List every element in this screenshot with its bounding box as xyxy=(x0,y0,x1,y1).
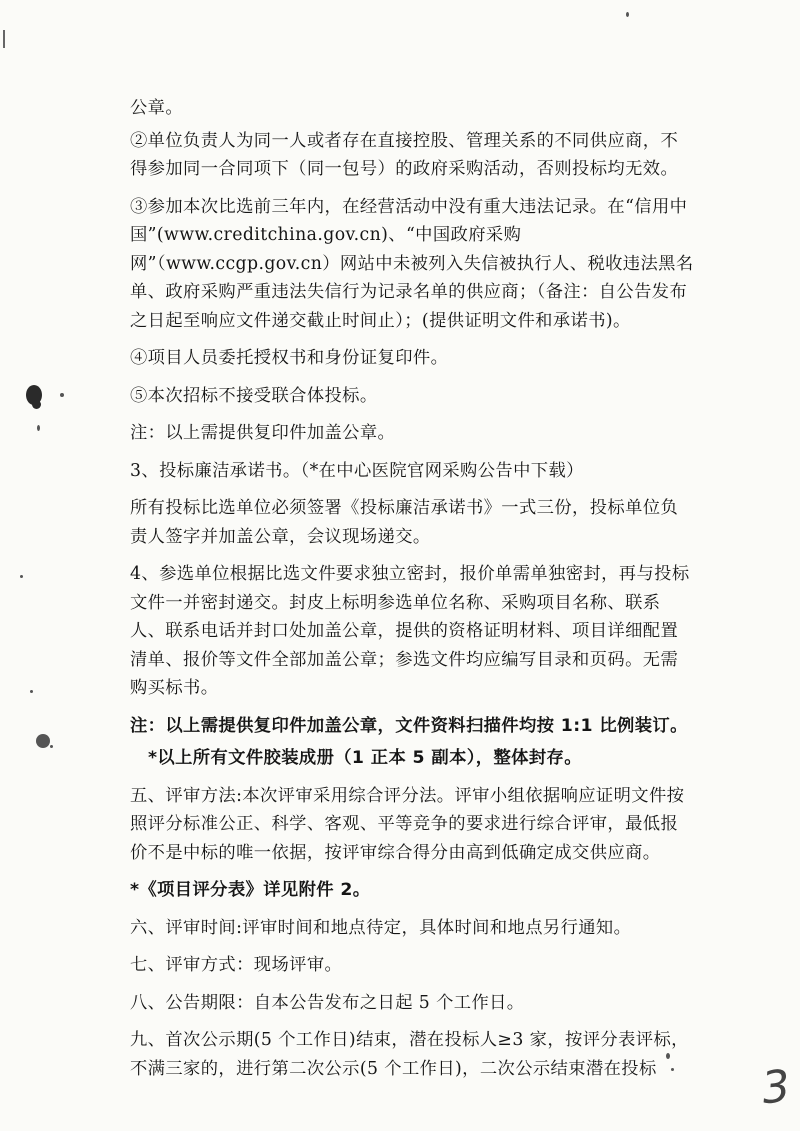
ink-blot xyxy=(36,734,50,748)
paragraph-section-5: 五、评审方法:本次评审采用综合评分法。评审小组依据响应证明文件按照评分标准公正、科学、客观、平等竞争的要求进行综合评审，最低报价不是中标的唯一依据，按评审综合得分由高到低确定成交供应商。 xyxy=(130,785,685,863)
scan-edge-mark xyxy=(3,30,5,48)
paragraph-binding-note: *以上所有文件胶装成册（1 正本 5 副本），整体封存。 xyxy=(148,748,582,768)
paragraph-item-5: ⑤本次招标不接受联合体投标。 xyxy=(130,385,378,406)
paragraph-section-3: 3、投标廉洁承诺书。（*在中心医院官网采购公告中下载） xyxy=(130,460,584,481)
scan-speck xyxy=(671,1068,674,1071)
scan-speck xyxy=(666,1053,670,1059)
scan-speck xyxy=(60,393,64,397)
scan-speck xyxy=(37,425,40,431)
paragraph-note-1: 注：以上需提供复印件加盖公章。 xyxy=(130,423,396,443)
paragraph-note-bold: 注：以上需提供复印件加盖公章，文件资料扫描件均按 1:1 比例装订。 xyxy=(130,715,688,736)
handwritten-page-number: 3 xyxy=(759,1060,793,1115)
scan-speck xyxy=(20,575,23,578)
ink-blot xyxy=(32,400,41,409)
scan-speck xyxy=(50,745,53,748)
paragraph-item-2: ②单位负责人为同一人或者存在直接控股、管理关系的不同供应商，不得参加同一合同项下（同一包号）的政府采购活动，否则投标均无效。 xyxy=(130,130,679,179)
scan-speck xyxy=(30,690,33,693)
paragraph-seal: 公章。 xyxy=(130,98,184,118)
paragraph-section-7: 七、评审方式：现场评审。 xyxy=(130,955,343,975)
paragraph-integrity: 所有投标比选单位必须签署《投标廉洁承诺书》一式三份，投标单位负责人签字并加盖公章，会议现场递交。 xyxy=(130,498,679,547)
paragraph-section-9: 九、首次公示期(5 个工作日)结束，潜在投标人≥3 家，按评分表评标，不满三家的，进行第二次公示(5 个工作日)，二次公示结束潜在投标 xyxy=(130,1030,689,1079)
document-body xyxy=(130,94,695,1092)
paragraph-item-3: ③参加本次比选前三年内，在经营活动中没有重大违法记录。在“信用中国”(www.creditchina.gov.cn)、“中国政府采购网”（www.ccgp.gov.cn）网站中未被列入失信被执行人、税收违法黑名单、政府采购严重违法失信行为记录名单的供应商；（备注：自公告发布之日起至响应文件递交截止时间止）；(提供证明文件和承诺书)。 xyxy=(130,196,694,331)
paragraph-section-4: 4、参选单位根据比选文件要求独立密封，报价单需单独密封，再与投标文件一并密封递交。封皮上标明参选单位名称、采购项目名称、联系人、联系电话并封口处加盖公章，提供的资格证明材料、项目详细配置清单、报价等文件全部加盖公章；参选文件均应编写目录和页码。无需购买标书。 xyxy=(130,564,690,698)
paragraph-section-8: 八、公告期限：自本公告发布之日起 5 个工作日。 xyxy=(130,992,525,1013)
paragraph-item-4: ④项目人员委托授权书和身份证复印件。 xyxy=(130,348,449,368)
scan-speck xyxy=(626,12,629,17)
paragraph-section-6: 六、评审时间:评审时间和地点待定，具体时间和地点另行通知。 xyxy=(130,917,632,938)
paragraph-scoring-table: *《项目评分表》详见附件 2。 xyxy=(130,880,371,900)
